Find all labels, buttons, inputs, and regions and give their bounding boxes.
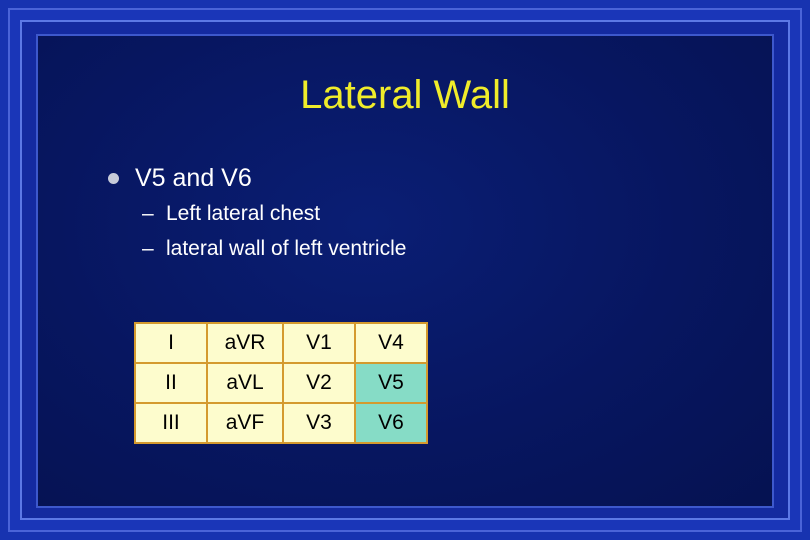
table-cell: V3 [283,403,355,443]
table-cell: III [135,403,207,443]
bullet-dot-icon [108,173,119,184]
sub-item-text: lateral wall of left ventricle [166,237,407,260]
table-cell: I [135,323,207,363]
table-cell-highlighted: V5 [355,363,427,403]
table-cell: V2 [283,363,355,403]
table-row [135,403,427,443]
ecg-lead-table [134,322,428,444]
sub-item-text: Left lateral chest [166,202,321,225]
bullet-text: V5 and V6 [135,164,252,192]
bullet-item [108,163,252,193]
table-cell: aVL [207,363,283,403]
table-row [135,363,427,403]
sub-item-left-lateral-chest [142,201,320,227]
dash-icon: – [142,202,154,225]
table-cell: V4 [355,323,427,363]
sub-item-lateral-wall [142,236,406,262]
table-cell: aVF [207,403,283,443]
table-cell-highlighted: V6 [355,403,427,443]
table-row [135,323,427,363]
slide-title: Lateral Wall [300,73,510,117]
table-cell: aVR [207,323,283,363]
table-cell: V1 [283,323,355,363]
table-cell: II [135,363,207,403]
dash-icon: – [142,237,154,260]
